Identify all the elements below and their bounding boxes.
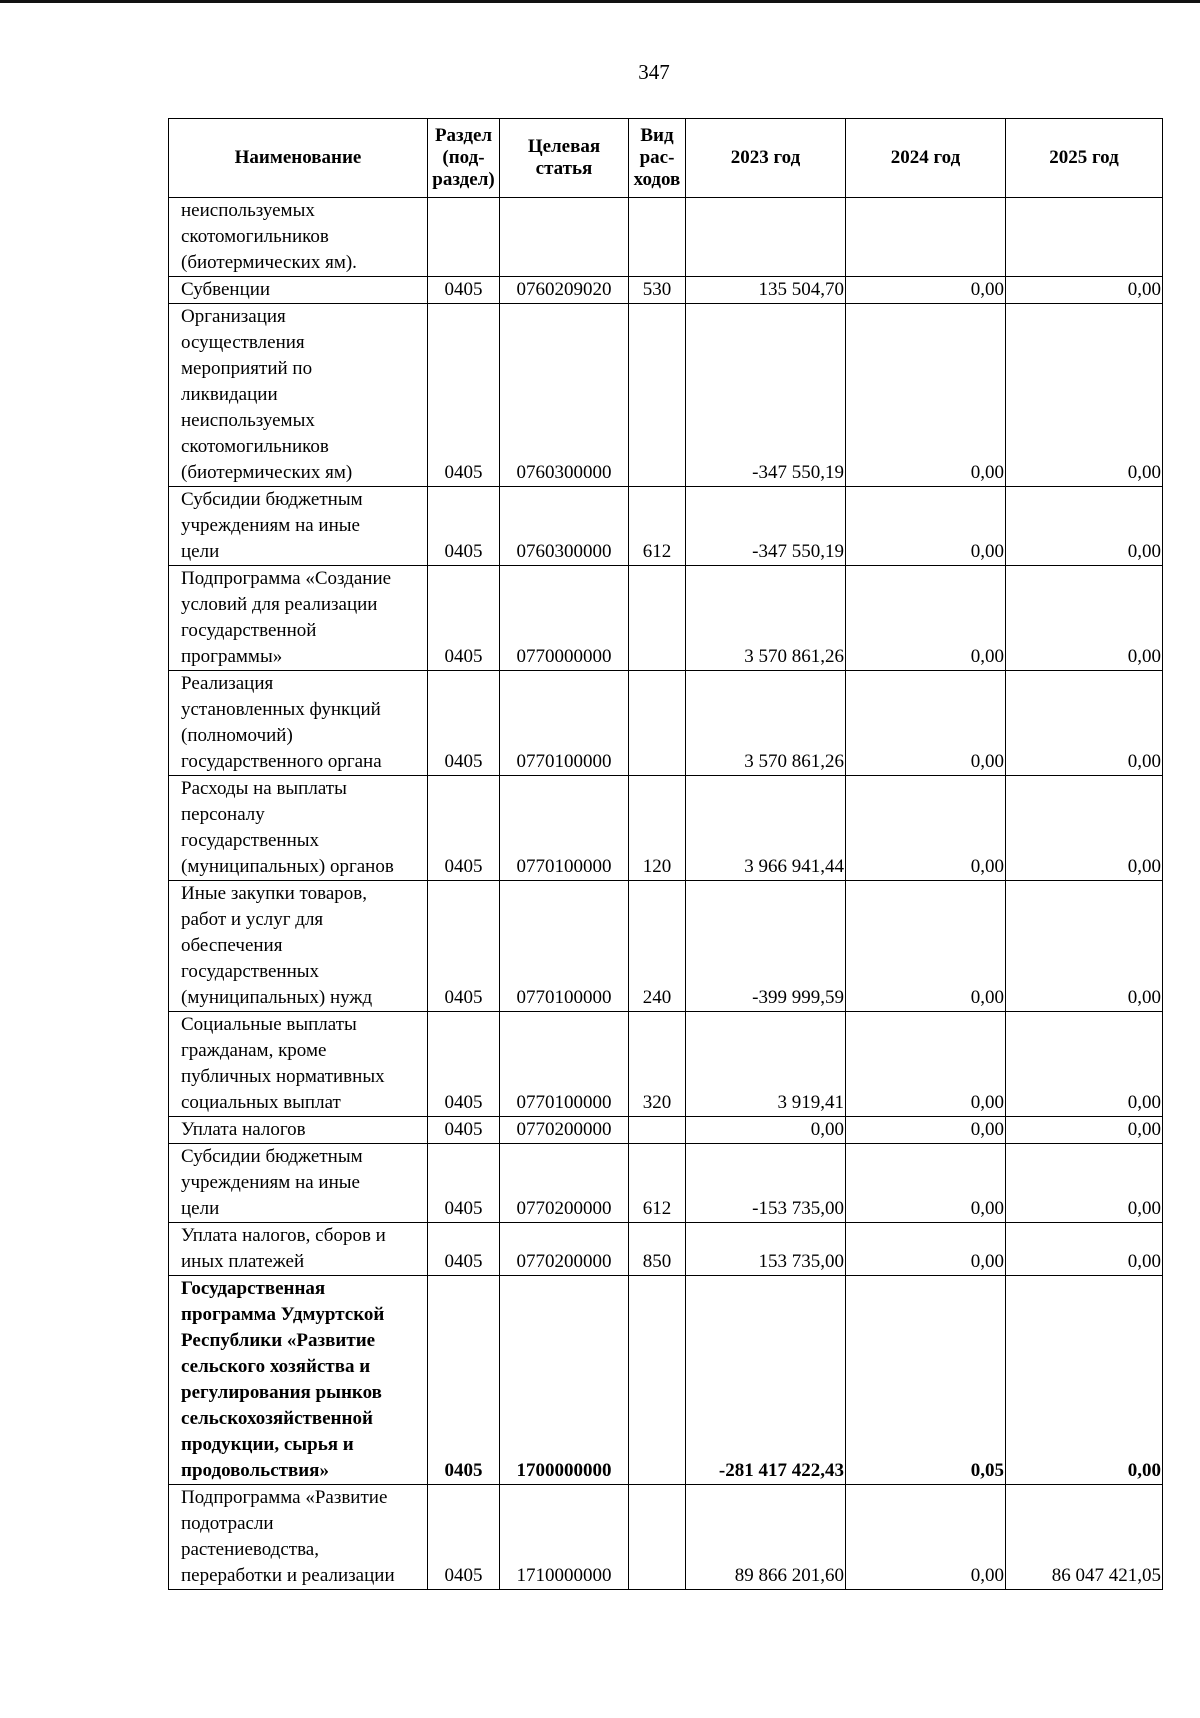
row-2024: 0,00 [846,304,1006,487]
header-2023: 2023 год [686,119,846,198]
row-article: 0770000000 [500,566,629,671]
row-2024: 0,00 [846,1485,1006,1590]
header-article: Целевая статья [500,119,629,198]
budget-table [168,118,1163,1590]
row-2023: 0,00 [686,1117,846,1144]
row-2023: -347 550,19 [686,487,846,566]
row-name: Государственная программа Удмуртской Республики «Развитие сельского хозяйства и регулирования рынков сельскохозяйственной продукции, сырья и продовольствия» [169,1276,428,1485]
row-2025: 0,00 [1006,566,1163,671]
row-2023: -347 550,19 [686,304,846,487]
row-2025: 0,00 [1006,1276,1163,1485]
table-row [169,1117,1163,1144]
row-2025: 0,00 [1006,1144,1163,1223]
row-name: Организация осуществления мероприятий по ликвидации неиспользуемых скотомогильников (биотермических ям) [169,304,428,487]
header-2025: 2025 год [1006,119,1163,198]
row-article: 0770100000 [500,671,629,776]
row-section: 0405 [428,277,500,304]
row-name: Подпрограмма «Развитие подотрасли растениеводства, переработки и реализации [169,1485,428,1590]
row-2025: 0,00 [1006,1223,1163,1276]
row-name: Социальные выплаты гражданам, кроме публичных нормативных социальных выплат [169,1012,428,1117]
row-expense-type [629,671,686,776]
row-2024: 0,00 [846,671,1006,776]
row-2025: 0,00 [1006,304,1163,487]
row-2025: 0,00 [1006,1117,1163,1144]
row-section: 0405 [428,1012,500,1117]
header-name: Наименование [169,119,428,198]
row-expense-type [629,304,686,487]
row-2023: 89 866 201,60 [686,1485,846,1590]
row-expense-type [629,1276,686,1485]
table-header-row [169,119,1163,198]
row-article: 1700000000 [500,1276,629,1485]
table-row [169,776,1163,881]
row-name: Расходы на выплаты персоналу государственных (муниципальных) органов [169,776,428,881]
row-article: 0770200000 [500,1223,629,1276]
row-expense-type [629,1485,686,1590]
row-expense-type [629,198,686,277]
row-article: 0770200000 [500,1117,629,1144]
row-name: Иные закупки товаров, работ и услуг для обеспечения государственных (муниципальных) нужд [169,881,428,1012]
header-section: Раздел (под- раздел) [428,119,500,198]
row-article: 0760209020 [500,277,629,304]
table-row [169,671,1163,776]
row-2023: 3 919,41 [686,1012,846,1117]
row-expense-type: 612 [629,487,686,566]
row-name: неиспользуемых скотомогильников (биотермических ям). [169,198,428,277]
table-row [169,566,1163,671]
row-section: 0405 [428,776,500,881]
row-expense-type: 530 [629,277,686,304]
table-row [169,1144,1163,1223]
row-2023: -153 735,00 [686,1144,846,1223]
row-section: 0405 [428,1485,500,1590]
row-2023: 153 735,00 [686,1223,846,1276]
row-expense-type [629,1117,686,1144]
row-expense-type: 120 [629,776,686,881]
table-row [169,1012,1163,1117]
row-2024: 0,00 [846,277,1006,304]
row-2023: -281 417 422,43 [686,1276,846,1485]
row-2024: 0,00 [846,1117,1006,1144]
row-section: 0405 [428,1276,500,1485]
row-name: Реализация установленных функций (полномочий) государственного органа [169,671,428,776]
row-2025: 0,00 [1006,1012,1163,1117]
row-section: 0405 [428,487,500,566]
table-row [169,881,1163,1012]
row-name: Субсидии бюджетным учреждениям на иные цели [169,487,428,566]
row-2024: 0,00 [846,487,1006,566]
row-2025: 0,00 [1006,487,1163,566]
table-body [169,198,1163,1590]
row-2023: 3 966 941,44 [686,776,846,881]
table-row [169,277,1163,304]
row-2024: 0,00 [846,1223,1006,1276]
page-number: 347 [638,60,670,84]
row-name: Подпрограмма «Создание условий для реализации государственной программы» [169,566,428,671]
row-2023: 135 504,70 [686,277,846,304]
row-article: 0760300000 [500,304,629,487]
table-row [169,304,1163,487]
row-section: 0405 [428,671,500,776]
table-row [169,1485,1163,1590]
scan-top-edge [0,0,1200,3]
row-2023 [686,198,846,277]
row-section: 0405 [428,1144,500,1223]
row-2024: 0,00 [846,881,1006,1012]
row-expense-type: 612 [629,1144,686,1223]
row-2023: -399 999,59 [686,881,846,1012]
row-section: 0405 [428,1117,500,1144]
table-row [169,1276,1163,1485]
row-article: 0760300000 [500,487,629,566]
header-2024: 2024 год [846,119,1006,198]
row-article: 0770200000 [500,1144,629,1223]
row-2024: 0,00 [846,1144,1006,1223]
row-2025: 0,00 [1006,671,1163,776]
row-2023: 3 570 861,26 [686,671,846,776]
row-2025 [1006,198,1163,277]
row-expense-type: 850 [629,1223,686,1276]
row-expense-type: 320 [629,1012,686,1117]
row-2023: 3 570 861,26 [686,566,846,671]
row-section [428,198,500,277]
row-article [500,198,629,277]
row-name: Уплата налогов [169,1117,428,1144]
row-section: 0405 [428,304,500,487]
row-name: Субсидии бюджетным учреждениям на иные цели [169,1144,428,1223]
row-2024 [846,198,1006,277]
row-section: 0405 [428,1223,500,1276]
row-expense-type: 240 [629,881,686,1012]
row-expense-type [629,566,686,671]
row-section: 0405 [428,881,500,1012]
row-article: 0770100000 [500,776,629,881]
row-2024: 0,00 [846,776,1006,881]
row-article: 0770100000 [500,881,629,1012]
row-2024: 0,00 [846,566,1006,671]
row-name: Уплата налогов, сборов и иных платежей [169,1223,428,1276]
row-name: Субвенции [169,277,428,304]
row-section: 0405 [428,566,500,671]
row-article: 1710000000 [500,1485,629,1590]
row-2025: 0,00 [1006,776,1163,881]
row-2025: 0,00 [1006,881,1163,1012]
row-article: 0770100000 [500,1012,629,1117]
table-row [169,487,1163,566]
row-2025: 86 047 421,05 [1006,1485,1163,1590]
row-2024: 0,00 [846,1012,1006,1117]
table-row [169,198,1163,277]
table-row [169,1223,1163,1276]
header-expense-type: Вид рас- ходов [629,119,686,198]
row-2024: 0,05 [846,1276,1006,1485]
row-2025: 0,00 [1006,277,1163,304]
